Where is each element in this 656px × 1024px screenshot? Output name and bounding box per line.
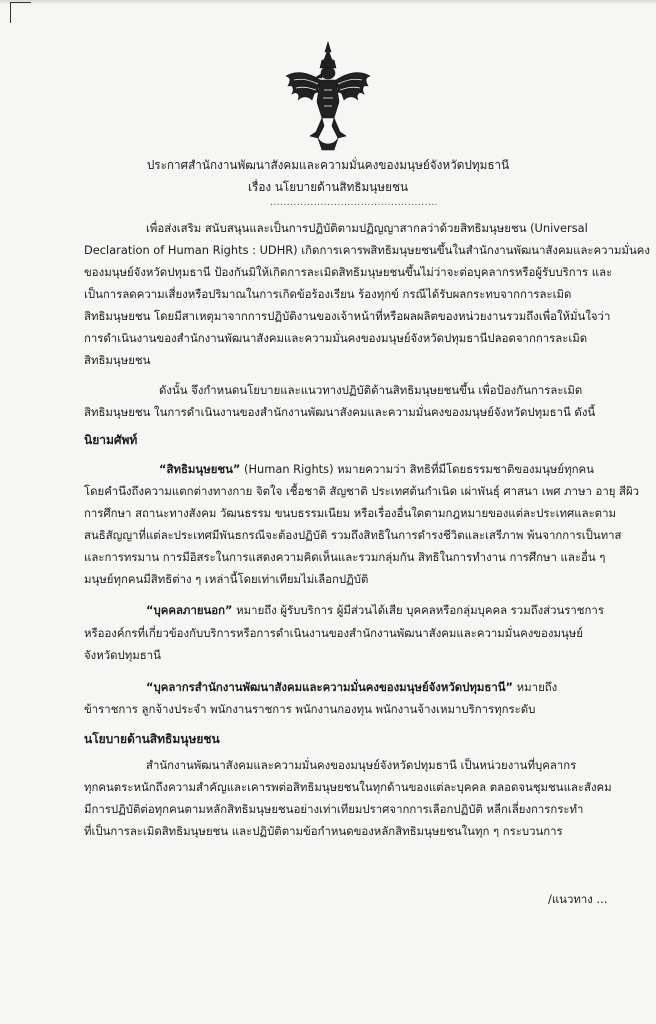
term-human-rights: “สิทธิมนุษยชน”: [159, 462, 241, 476]
policy-heading: นโยบายด้านสิทธิมนุษยชน: [84, 732, 220, 746]
definition-outsider: [146, 603, 604, 617]
intro-line: สิทธิมนุษยชน: [84, 353, 151, 367]
definitions-heading: นิยามศัพท์: [84, 433, 138, 447]
garuda-emblem-icon: [282, 40, 374, 152]
intro-line: Declaration of Human Rights : UDHR) เกิดการเคารพสิทธิมนุษยชนขึ้นในสำนักงานพัฒนาสังคมและความมั่นคง: [84, 243, 650, 257]
therefore-line: ดังนั้น จึงกำหนดนโยบายและแนวทางปฏิบัติด้านสิทธิมนุษยชนขึ้น เพื่อป้องกันการละเมิด: [159, 383, 583, 397]
term-personnel: “บุคลากรสำนักงานพัฒนาสังคมและความมั่นคงของมนุษย์จังหวัดปทุมธานี”: [146, 680, 514, 694]
policy-line: ที่เป็นการละเมิดสิทธิมนุษยชน และปฏิบัติตามข้อกำหนดของหลักสิทธิมนุษยชนในทุก ๆ กระบวนการ: [84, 824, 563, 838]
corner-mark: [10, 2, 31, 23]
intro-line: การดำเนินงานของสำนักงานพัฒนาสังคมและความมั่นคงของมนุษย์จังหวัดปทุมธานีปลอดจากการละเมิด: [84, 331, 588, 345]
definition-line: การศึกษา สถานะทางสังคม วัฒนธรรม ขนบธรรมเนียม หรือเรื่องอื่นใดตามกฎหมายของแต่ละประเทศและตาม: [84, 506, 616, 520]
term-outsider: “บุคคลภายนอก”: [146, 603, 233, 617]
definition-human-rights: [159, 462, 594, 476]
definition-line: จังหวัดปทุมธานี: [84, 648, 161, 662]
policy-line: ทุกคนตระหนักถึงความสำคัญและเคารพต่อสิทธิมนุษยชนในทุกด้านของแต่ละบุคคล ตลอดจนชุมชนและสังคม: [84, 780, 612, 794]
definition-line: หรือองค์กรที่เกี่ยวข้องกับบริการหรือการดำเนินงานของสำนักงานพัฒนาสังคมและความมั่นคงของมนุษย์: [84, 626, 583, 640]
definition-text: หมายถึง ผู้รับบริการ ผู้มีส่วนได้เสีย บุคคลหรือกลุ่มบุคคล รวมถึงส่วนราชการ: [232, 603, 604, 617]
definition-line: โดยคำนึงถึงความแตกต่างทางกาย จิตใจ เชื้อชาติ สัญชาติ ประเทศต้นกำเนิด เผ่าพันธุ์ ศาสนา เพศ ภาษา อายุ สีผิว: [84, 484, 640, 498]
therefore-line: สิทธิมนุษยชน ในการดำเนินงานของสำนักงานพัฒนาสังคมและความมั่นคงของมนุษย์จังหวัดปทุมธานี ดังนี้: [84, 405, 596, 419]
intro-line: ของมนุษย์จังหวัดปทุมธานี ป้องกันมิให้เกิดการละเมิดสิทธิมนุษยชนขึ้นไม่ว่าจะต่อบุคลากรหรือผู้รับบริการ และ: [84, 265, 613, 279]
definition-text: (Human Rights) หมายความว่า สิทธิที่มีโดยธรรมชาติของมนุษย์ทุกคน: [240, 462, 594, 476]
policy-line: มีการปฏิบัติต่อทุกคนตามหลักสิทธิมนุษยชนอย่างเท่าเทียมปราศจากการเลือกปฏิบัติ หลีกเลี่ยงการกระทำ: [84, 802, 584, 816]
definition-line: สนธิสัญญาที่แต่ละประเทศมีพันธกรณีจะต้องปฏิบัติ รวมถึงสิทธิในการดำรงชีวิตและเสรีภาพ พ้นจากการเป็นทาส: [84, 528, 622, 542]
announcement-title: ประกาศสำนักงานพัฒนาสังคมและความมั่นคงของมนุษย์จังหวัดปทุมธานี: [146, 158, 510, 172]
intro-line: สิทธิมนุษยชน โดยมีสาเหตุมาจากการปฏิบัติงานของเจ้าหน้าที่หรือผลผลิตของหน่วยงานรวมถึงเพื่อให้มั่นใจว่า: [84, 309, 611, 323]
intro-line: เพื่อส่งเสริม สนับสนุนและเป็นการปฏิบัติตามปฏิญญาสากลว่าด้วยสิทธิมนุษยชน (Universal: [146, 221, 588, 235]
definition-line: ข้าราชการ ลูกจ้างประจำ พนักงานราชการ พนักงานกองทุน พนักงานจ้างเหมาบริการทุกระดับ: [84, 702, 536, 716]
continued-marker: /แนวทาง ...: [548, 892, 608, 906]
definition-line: และการทรมาน การมีอิสระในการแสดงความคิดเห็นและรวมกลุ่มกัน สิทธิในการทำงาน การศึกษา และอื่น ๆ: [84, 550, 606, 564]
definition-text: หมายถึง: [513, 680, 558, 694]
definition-personnel: [146, 680, 557, 694]
scan-top-edge: [0, 0, 656, 5]
intro-line: เป็นการลดความเสี่ยงหรือปริมาณในการเกิดข้อร้องเรียน ร้องทุกข์ กรณีได้รับผลกระทบจากการละเมิด: [84, 287, 572, 301]
policy-line: สำนักงานพัฒนาสังคมและความมั่นคงของมนุษย์จังหวัดปทุมธานี เป็นหน่วยงานที่บุคลากร: [146, 758, 577, 772]
announcement-subject: เรื่อง นโยบายด้านสิทธิมนุษยชน: [247, 180, 408, 194]
definition-line: มนุษย์ทุกคนมีสิทธิต่าง ๆ เหล่านี้โดยเท่าเทียมไม่เลือกปฏิบัติ: [84, 572, 369, 586]
title-divider: ..................................................: [270, 198, 439, 208]
